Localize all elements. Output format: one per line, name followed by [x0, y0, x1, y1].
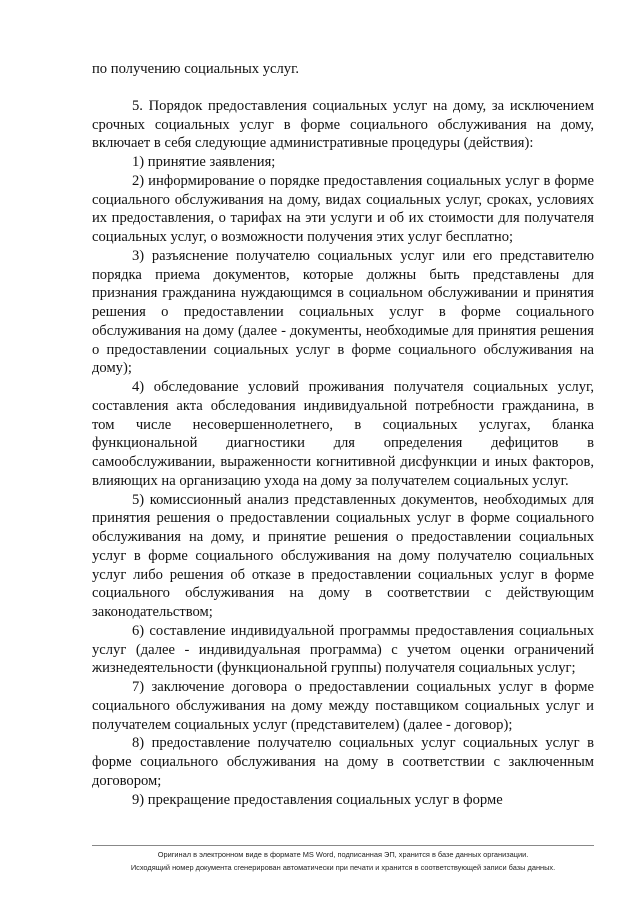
- paragraph-subitem-8: 8) предоставление получателю социальных услуг социальных услуг в форме социального обслуживания на дому в соответствии с заключенным договором;: [92, 735, 594, 789]
- paragraph-item-5: 5. Порядок предоставления социальных услуг на дому, за исключением срочных социальных услуг в форме социального обслуживания на дому, включает в себя следующие административные процедуры (действия):: [92, 97, 594, 152]
- document-body: [92, 60, 594, 809]
- paragraph-subitem-9: 9) прекращение предоставления социальных услуг в форме: [132, 791, 503, 808]
- paragraph-subitem-3: 3) разъяснение получателю социальных услуг или его представителю порядка приема документов, которые должны быть представлены для признания гражданина нуждающимся в социальном обслуживании и принятия решения о предоставлении социальных услуг в форме социального обслуживания на дому (далее - документы, необходимые для принятия решения о предоставлении социальных услуг в форме социального обслуживания на дому);: [92, 247, 594, 377]
- footer-notice: [60, 848, 626, 874]
- footer-divider: [92, 845, 594, 846]
- paragraph-subitem-4: 4) обследование условий проживания получателя социальных услуг, составления акта обследования индивидуальной потребности гражданина, в том числе несовершеннолетнего, в социальных услугах, бланка функциональной диагностики для определения дефицитов в самообслуживании, выраженности когнитивной дисфункции и иных факторов, влияющих на организацию ухода на дому за получателем социальных услуг.: [92, 379, 594, 489]
- paragraph-subitem-1: 1) принятие заявления;: [132, 154, 276, 170]
- footer-line-number: Исходящий номер документа сгенерирован автоматически при печати и хранится в соответствующей записи базы данных.: [130, 863, 556, 872]
- paragraph-subitem-6: 6) составление индивидуальной программы предоставления социальных услуг (далее - индивидуальная программа) с учетом оценки ограничений жизнедеятельности (функциональной группы) получателя социальных услуг;: [92, 622, 594, 677]
- paragraph-continuation: по получению социальных услуг.: [92, 61, 300, 77]
- footer-line-original: Оригинал в электронном виде в формате MS Word, подписанная ЭП, хранится в базе данных организации.: [157, 850, 529, 859]
- paragraph-subitem-2: 2) информирование о порядке предоставления социальных услуг в форме социального обслуживания на дому, видах социальных услуг, сроках, условиях их предоставления, о тарифах на эти услуги и об их стоимости для получателя социальных услуг, о возможности получения этих услуг бесплатно;: [92, 172, 594, 245]
- paragraph-subitem-5: 5) комиссионный анализ представленных документов, необходимых для принятия решения о предоставлении социальных услуг в форме социального обслуживания на дому, и принятие решения о предоставлении социальных услуг в форме социального обслуживания на дому получателю социальных услуг либо решения об отказе в предоставлении социальных услуг в форме социального обслуживания на дому в соответствии с действующим законодательством;: [92, 491, 594, 620]
- paragraph-subitem-7: 7) заключение договора о предоставлении социальных услуг в форме социального обслуживания на дому между поставщиком социальных услуг и получателем социальных услуг (представителем) (далее - договор);: [92, 679, 594, 733]
